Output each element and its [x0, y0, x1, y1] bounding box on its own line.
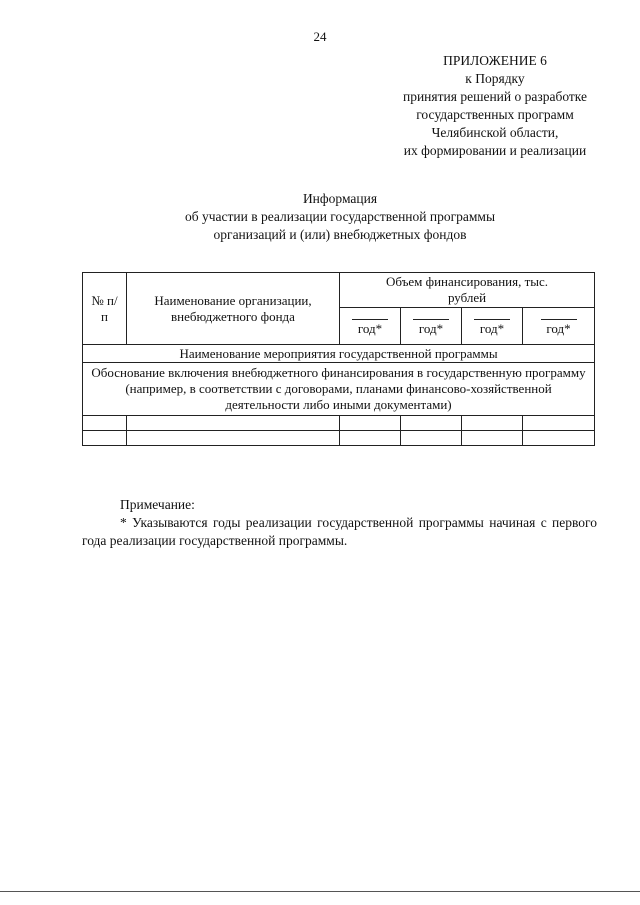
document-title [100, 190, 580, 244]
table-cell [83, 416, 127, 431]
column-header-volume: Объем финансирования, тыс. рублей [340, 273, 595, 308]
table-cell [462, 431, 523, 446]
note-heading: Примечание: [120, 497, 195, 512]
page-number: 24 [313, 29, 327, 44]
table-cell [523, 431, 595, 446]
year-header-cell [462, 308, 523, 345]
year-label: год* [546, 321, 571, 336]
table-cell [340, 431, 401, 446]
year-blank-line [474, 319, 510, 320]
table-cell [127, 416, 340, 431]
year-label: год* [418, 321, 444, 336]
table-cell [340, 416, 401, 431]
table-row [83, 416, 595, 431]
appendix-line: к Порядку [465, 71, 525, 86]
year-blank-line [413, 319, 449, 320]
title-line: об участии в реализации государственной программы [184, 209, 496, 224]
year-header-cell [401, 308, 462, 345]
event-name-row: Наименование мероприятия государственной программы [83, 345, 595, 363]
table-row [83, 431, 595, 446]
table-cell [523, 416, 595, 431]
table-cell [127, 431, 340, 446]
justification-row: Обоснование включения внебюджетного финансирования в государственную программу (например, в соответствии с договорами, планами финансово-хозяйственной деятельности либо иными документами) [83, 363, 595, 416]
appendix-line: принятия решений о разработке [402, 89, 588, 104]
column-header-number: № п/п [83, 273, 127, 345]
year-label: год* [357, 321, 383, 336]
title-line: организаций и (или) внебюджетных фондов [213, 227, 467, 242]
table-cell [462, 416, 523, 431]
appendix-line: государственных программ [416, 107, 574, 122]
year-blank-line [541, 319, 577, 320]
page-bottom-rule [0, 891, 640, 892]
year-header-cell [523, 308, 595, 345]
table-cell [401, 416, 462, 431]
title-line: Информация [302, 191, 378, 206]
column-header-organization: Наименование организации, внебюджетного фонда [127, 273, 340, 345]
appendix-header [380, 52, 610, 160]
year-blank-line [352, 319, 388, 320]
footnote [82, 496, 597, 550]
financing-table [82, 272, 595, 446]
appendix-line: их формировании и реализации [403, 143, 587, 158]
table-cell [83, 431, 127, 446]
table-cell [401, 431, 462, 446]
note-text: * Указываются годы реализации государственной программы начиная с первого года реализации государственной программы. [82, 515, 597, 548]
year-label: год* [479, 321, 505, 336]
year-header-cell [340, 308, 401, 345]
appendix-line: ПРИЛОЖЕНИЕ 6 [443, 53, 547, 68]
appendix-line: Челябинской области, [431, 125, 559, 140]
